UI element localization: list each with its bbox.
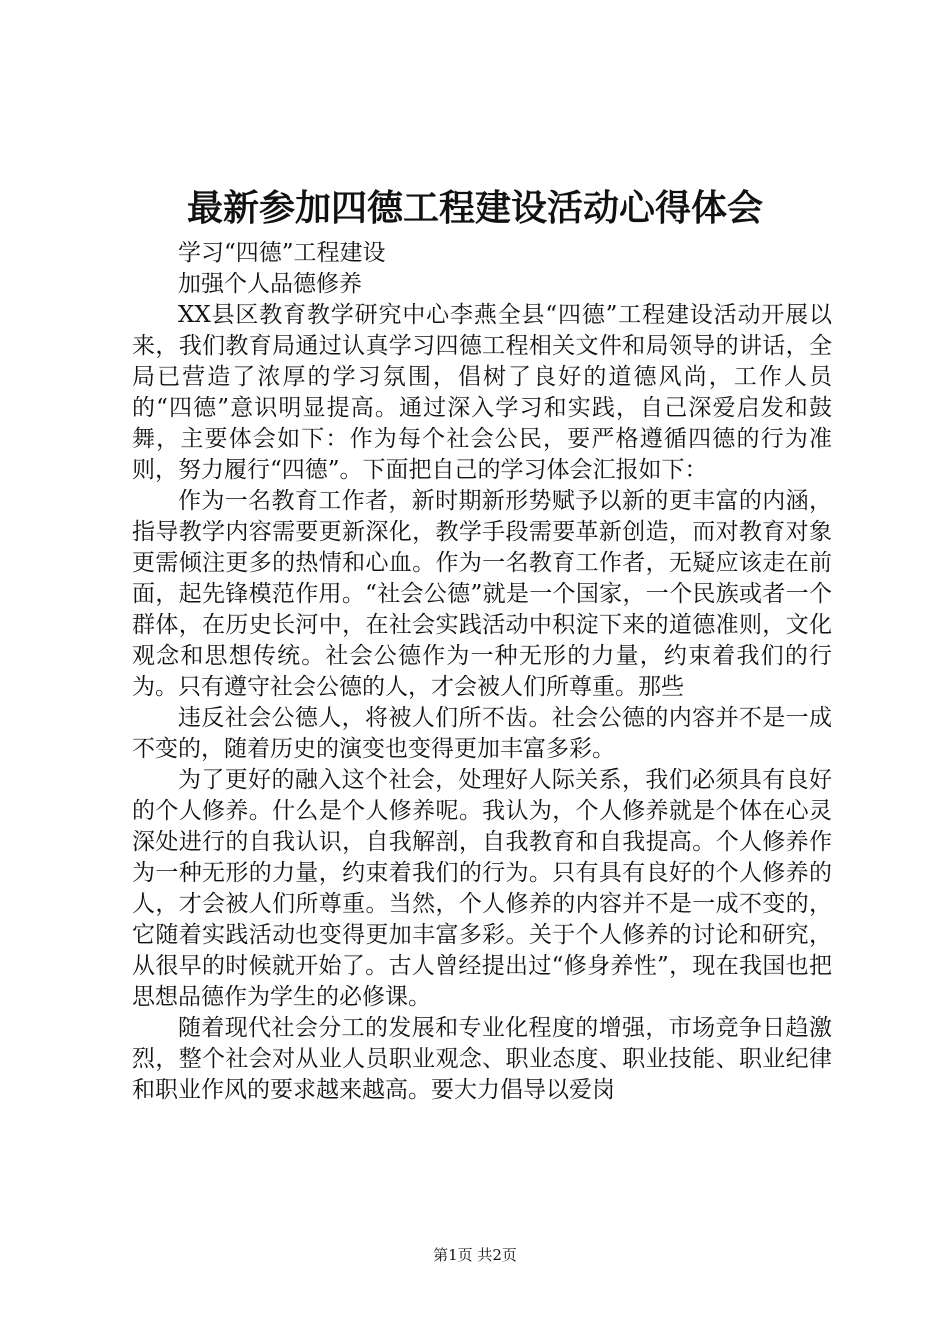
paragraph-subtitle-1: 学习“四德”工程建设	[178, 240, 386, 266]
document-body	[132, 238, 832, 1106]
paragraph: 为了更好的融入这个社会，处理好人际关系，我们必须具有良好的个人修养。什么是个人修养呢。我认为，个人修养就是个体在心灵深处进行的自我认识，自我解剖，自我教育和自我提高。个人修养作为一种无形的力量，约束着我们的行为。只有具有良好的个人修养的人，才会被人们所尊重。当然，个人修养的内容并不是一成不变的，它随着实践活动也变得更加丰富多彩。关于个人修养的讨论和研究，从很早的时候就开始了。古人曾经提出过“修身养性”，现在我国也把思想品德作为学生的必修课。	[132, 767, 832, 1010]
paragraph: XX县区教育教学研究中心李燕全县“四德”工程建设活动开展以来，我们教育局通过认真学习四德工程相关文件和局领导的讲话，全局已营造了浓厚的学习氛围，倡树了良好的道德风尚，工作人员的“四德”意识明显提高。通过深入学习和实践，自己深爱启发和鼓舞，主要体会如下：作为每个社会公民，要严格遵循四德的行为准则，努力履行“四德”。下面把自己的学习体会汇报如下：	[132, 302, 832, 483]
page-number-footer: 第1页 共2页	[433, 1246, 517, 1264]
paragraph-subtitle-2: 加强个人品德修养	[178, 271, 362, 297]
paragraph: 作为一名教育工作者，新时期新形势赋予以新的更丰富的内涵，指导教学内容需要更新深化，教学手段需要革新创造，而对教育对象更需倾注更多的热情和心血。作为一名教育工作者，无疑应该走在前面，起先锋模范作用。“社会公德”就是一个国家，一个民族或者一个群体，在历史长河中，在社会实践活动中积淀下来的道德准则，文化观念和思想传统。社会公德作为一种无形的力量，约束着我们的行为。只有遵守社会公德的人，才会被人们所尊重。那些	[132, 488, 832, 700]
paragraph: 违反社会公德人，将被人们所不齿。社会公德的内容并不是一成不变的，随着历史的演变也变得更加丰富多彩。	[132, 705, 832, 762]
document-title: 最新参加四德工程建设活动心得体会	[186, 188, 763, 229]
paragraph: 随着现代社会分工的发展和专业化程度的增强，市场竞争日趋激烈，整个社会对从业人员职业观念、职业态度、职业技能、职业纪律和职业作风的要求越来越高。要大力倡导以爱岗	[132, 1015, 832, 1103]
